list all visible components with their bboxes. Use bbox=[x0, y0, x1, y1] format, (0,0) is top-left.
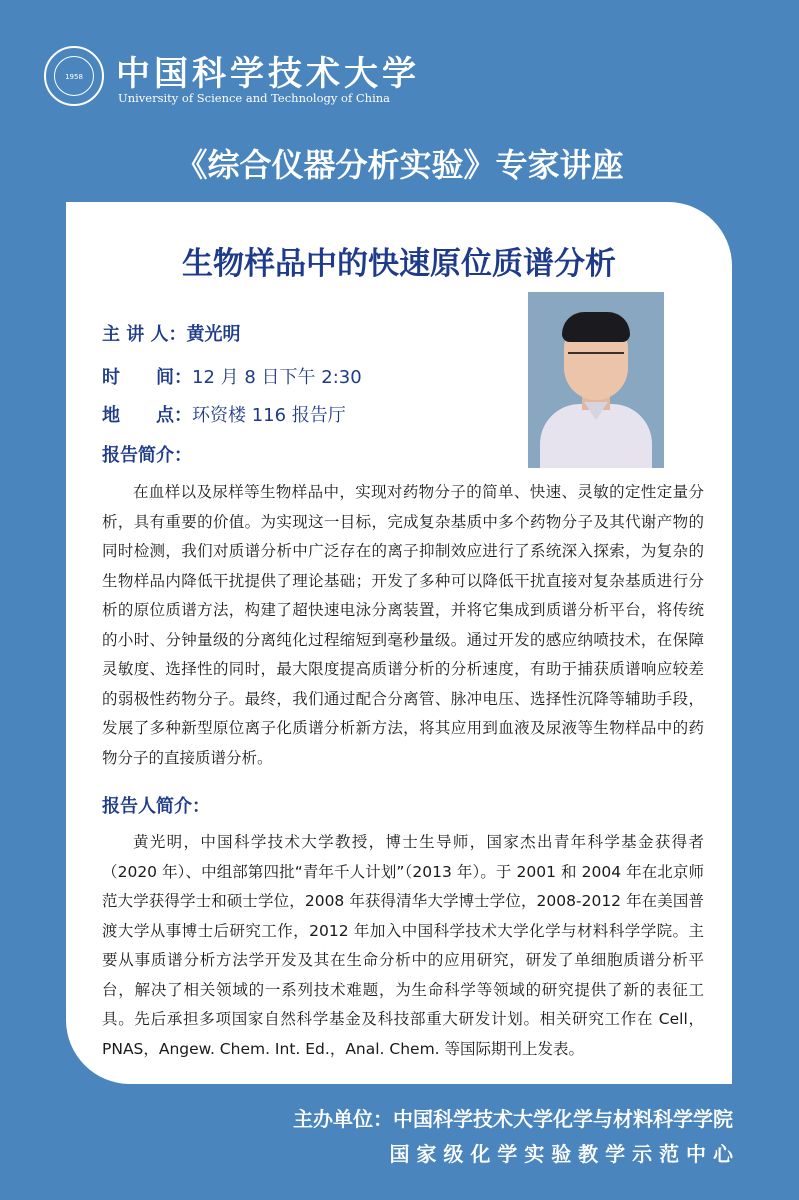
time-value: 12 月 8 日下午 2:30 bbox=[192, 367, 362, 388]
university-seal-icon bbox=[44, 46, 104, 106]
place-row bbox=[102, 401, 346, 427]
bio-text: 黄光明，中国科学技术大学教授，博士生导师，国家杰出青年科学基金获得者（2020 年）、中组部第四批“青年千人计划”（2013 年）。于 2001 和 2004 年在北京师范大学获得学士和硕士学位，2008 年获得清华大学博士学位，2008-2012 年在美国普渡大学从事博士后研究工作，2012 年加入中国科学技术大学化学与材料科学学院。主要从事质谱分析方法学开发及其在生命分析中的应用研究，研发了单细胞质谱分析平台，解决了相关领域的一系列技术难题，为生命科学等领域的研究提供了新的表征工具。先后承担多项国家自然科学基金及科技部重大研发计划。相关研究工作在 Cell，PNAS，Angew. Chem. Int. Ed.，Anal. Chem. 等国际期刊上发表。 bbox=[102, 833, 704, 1058]
series-title: 《综合仪器分析实验》专家讲座 bbox=[175, 146, 624, 184]
talk-title: 生物样品中的快速原位质谱分析 bbox=[182, 246, 616, 282]
speaker-photo bbox=[528, 292, 664, 468]
place-value: 环资楼 116 报告厅 bbox=[192, 405, 346, 426]
university-name-en: University of Science and Technology of China bbox=[118, 91, 391, 105]
university-name-cn: 中国科学技术大学 bbox=[116, 54, 420, 94]
speaker-row bbox=[102, 320, 241, 346]
time-row bbox=[102, 363, 362, 389]
speaker-name: 黄光明 bbox=[186, 324, 241, 345]
place-label: 地 点： bbox=[102, 405, 192, 426]
abstract-text: 在血样以及尿样等生物样品中，实现对药物分子的简单、快速、灵敏的定性定量分析，具有重要的价值。为实现这一目标，完成复杂基质中多个药物分子及其代谢产物的同时检测，我们对质谱分析中广泛存在的离子抑制效应进行了系统深入探索，为复杂的生物样品内降低干扰提供了理论基础；开发了多种可以降低干扰直接对复杂基质进行分析的原位质谱方法，构建了超快速电泳分离装置，并将它集成到质谱分析平台，将传统的小时、分钟量级的分离纯化过程缩短到毫秒量级。通过开发的感应纳喷技术，在保障灵敏度、选择性的同时，最大限度提高质谱分析的分析速度，有助于捕获质谱响应较差的弱极性药物分子。最终，我们通过配合分离管、脉冲电压、选择性沉降等辅助手段，发展了多种新型原位离子化质谱分析新方法，将其应用到血液及尿液等生物样品中的药物分子的直接质谱分析。 bbox=[102, 483, 704, 767]
abstract-heading: 报告简介： bbox=[102, 445, 192, 466]
teaching-center-line: 国 家 级 化 学 实 验 教 学 示 范 中 心 bbox=[389, 1142, 733, 1166]
time-label: 时 间： bbox=[102, 367, 192, 388]
seal-year: 1958 bbox=[54, 56, 94, 96]
speaker-label: 主 讲 人： bbox=[102, 324, 187, 345]
bio-heading: 报告人简介： bbox=[102, 796, 210, 817]
poster-header bbox=[0, 0, 799, 200]
organizer-line: 主办单位：中国科学技术大学化学与材料科学学院 bbox=[293, 1107, 733, 1131]
content-card bbox=[66, 202, 732, 1084]
